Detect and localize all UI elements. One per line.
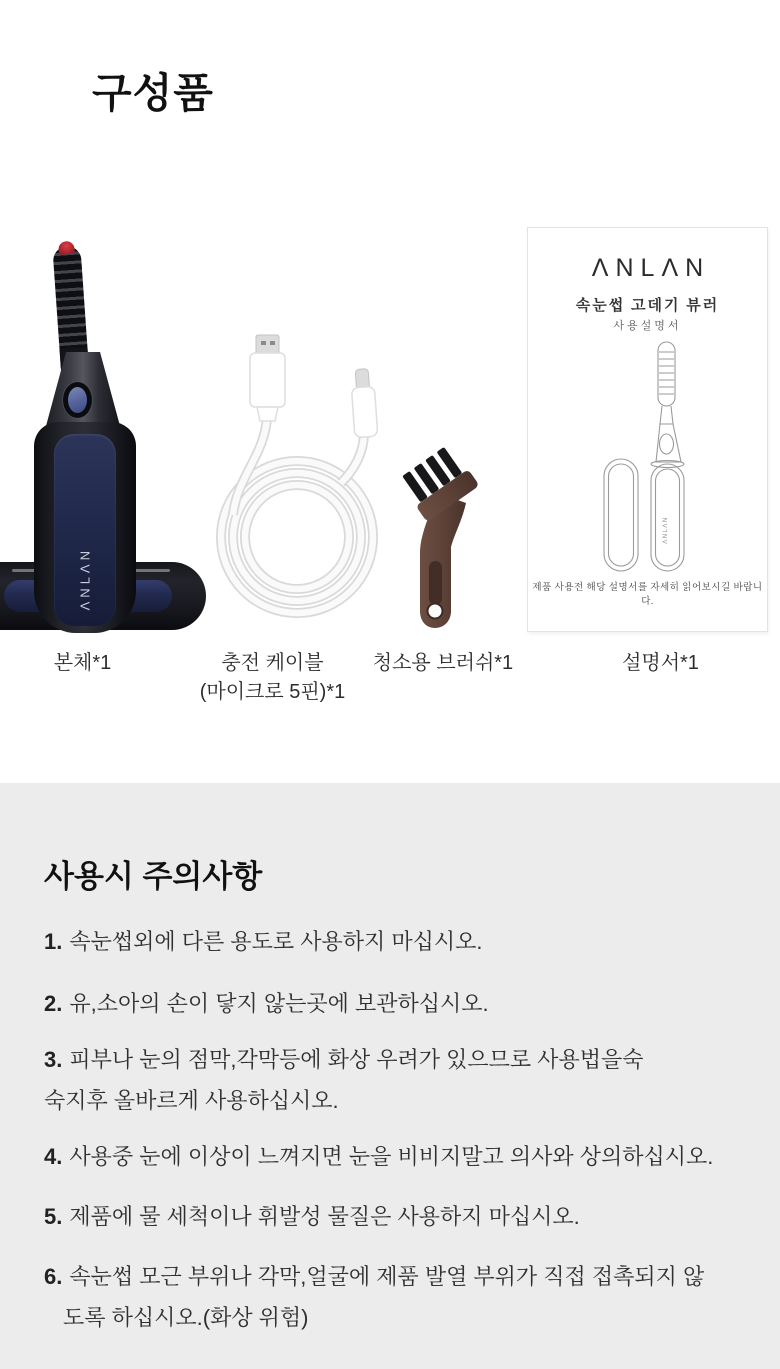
- cleaning-brush-photo: [402, 443, 512, 633]
- precaution-item-4: 4. 사용중 눈에 이상이 느껴지면 눈을 비비지말고 의사와 상의하십시오.: [44, 1144, 714, 1169]
- device-comb-red-tip: [58, 241, 75, 255]
- component-label-body: 본체*1: [53, 652, 112, 674]
- device-power-button-face: [68, 387, 87, 413]
- manual-title: 속눈썹 고데기 뷰러: [575, 298, 720, 314]
- precaution-item-2: 2. 유,소아의 손이 닿지 않는곳에 보관하십시오.: [44, 991, 489, 1016]
- device-front-panel: [54, 434, 116, 626]
- component-label-manual: 설명서*1: [622, 652, 699, 674]
- page-title: 구성품: [92, 70, 214, 116]
- device-power-button: [63, 382, 92, 418]
- manual-footer-note: 제품 사용전 해당 설명서를 자세히 읽어보시길 바랍니다.: [532, 583, 763, 607]
- precaution-item-6: 6. 속눈썹 모근 부위나 각막,얼굴에 제품 발열 부위가 직접 접촉되지 않 도록 하십시오.(화상 위험): [44, 1264, 705, 1330]
- charging-cable-photo: [175, 325, 395, 640]
- manual-brand-logo: ΛNLΛN: [591, 254, 711, 282]
- manual-line-drawing: [583, 338, 713, 578]
- device-body: [34, 422, 136, 633]
- brush-hole: [428, 604, 443, 619]
- precautions-title: 사용시 주의사항: [44, 859, 263, 894]
- precaution-item-5: 5. 제품에 물 세척이나 휘발성 물질은 사용하지 마십시오.: [44, 1204, 580, 1229]
- precaution-item-1: 1. 속눈썹외에 다른 용도로 사용하지 마십시오.: [44, 929, 483, 954]
- precautions-section: [0, 783, 780, 1369]
- manual-card: [527, 227, 768, 632]
- precaution-item-3: 3. 피부나 눈의 점막,각막등에 화상 우려가 있으므로 사용법을숙 숙지후 올바르게 사용하십시오.: [44, 1047, 644, 1113]
- brush-handle-slot: [429, 561, 442, 605]
- usb-a-connector: [250, 335, 285, 421]
- component-label-cable: 충전 케이블 (마이크로 5핀)*1: [199, 652, 346, 703]
- manual-drawing-brand: ΛNLΛN: [663, 516, 669, 544]
- device-brand-text: ΛNLΛN: [77, 546, 93, 610]
- micro-usb-connector: [350, 368, 378, 437]
- manual-subtitle: 사용설명서: [613, 320, 682, 332]
- component-label-brush: 청소용 브러쉬*1: [372, 652, 514, 674]
